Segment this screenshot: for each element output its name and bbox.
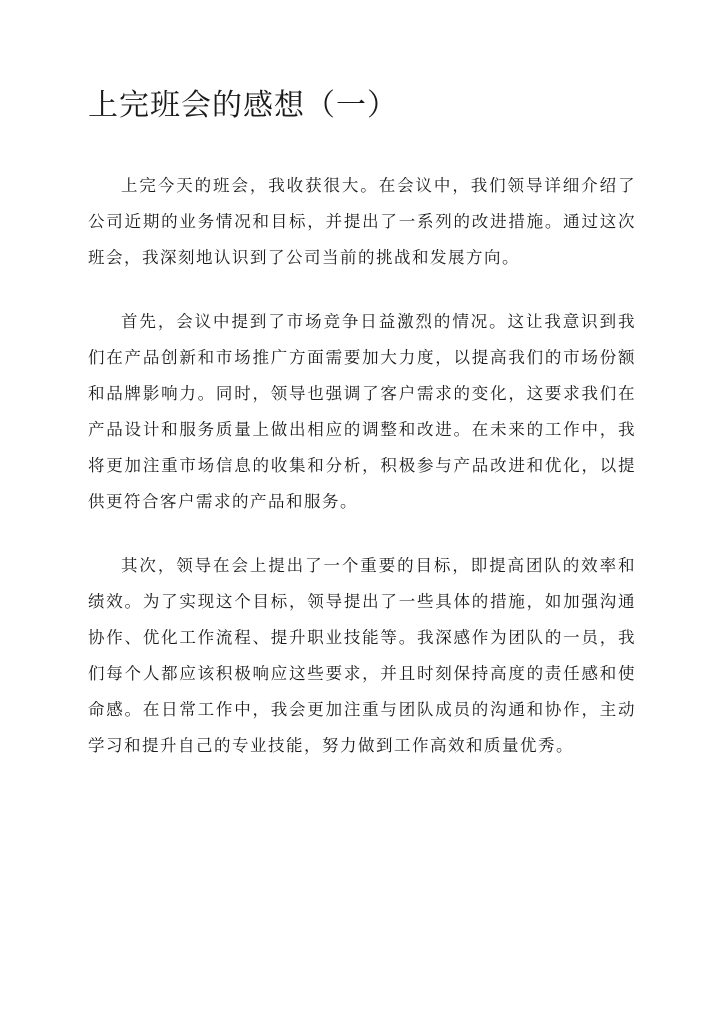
paragraph-1: 上完今天的班会，我收获很大。在会议中，我们领导详细介绍了公司近期的业务情况和目标，并提出了一系列的改进措施。通过这次班会，我深刻地认识到了公司当前的挑战和发展方向。	[88, 176, 636, 267]
paragraph-3: 其次，领导在会上提出了一个重要的目标，即提高团队的效率和绩效。为了实现这个目标，领导提出了一些具体的措施，如加强沟通协作、优化工作流程、提升职业技能等。我深感作为团队的一员，我们每个人都应该积极响应这些要求，并且时刻保持高度的责任感和使命感。在日常工作中，我会更加注重与团队成员的沟通和协作，主动学习和提升自己的专业技能，努力做到工作高效和质量优秀。	[88, 556, 636, 755]
document-body	[88, 168, 636, 792]
paragraph-2: 首先，会议中提到了市场竞争日益激烈的情况。这让我意识到我们在产品创新和市场推广方面需要加大力度，以提高我们的市场份额和品牌影响力。同时，领导也强调了客户需求的变化，这要求我们在产品设计和服务质量上做出相应的调整和改进。在未来的工作中，我将更加注重市场信息的收集和分析，积极参与产品改进和优化，以提供更符合客户需求的产品和服务。	[88, 312, 636, 511]
document-title: 上完班会的感想（一）	[88, 88, 398, 123]
